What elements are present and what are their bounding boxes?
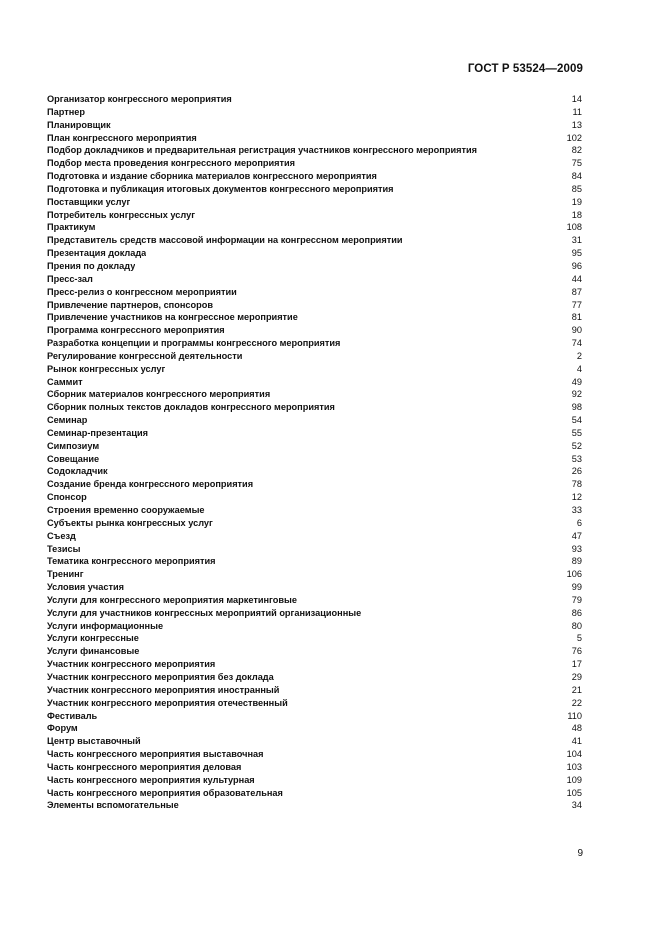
index-entry-page: 21 — [571, 684, 582, 695]
index-entry — [47, 722, 582, 735]
index-entry-term: Семинар — [47, 415, 88, 426]
index-entry-term: Сборник материалов конгрессного мероприятия — [47, 389, 271, 400]
index-entry-term: Тематика конгрессного мероприятия — [47, 556, 216, 567]
index-entry — [47, 761, 582, 774]
index-entry-term: Привлечение партнеров, спонсоров — [47, 299, 213, 310]
index-entry-page: 78 — [571, 479, 582, 490]
index-entry-page: 55 — [571, 427, 582, 438]
index-entry — [47, 299, 582, 312]
index-entry — [47, 799, 582, 812]
index-entry — [47, 478, 582, 491]
index-entry — [47, 273, 582, 286]
index-entry-page: 89 — [571, 556, 582, 567]
index-entry-page: 99 — [571, 582, 582, 593]
index-entry-page: 34 — [571, 800, 582, 811]
index-entry-page: 11 — [572, 106, 582, 117]
index-entry-term: Организатор конгрессного мероприятия — [47, 94, 232, 104]
index-entry-term: Подбор места проведения конгрессного мероприятия — [47, 158, 296, 169]
index-entry — [47, 427, 582, 440]
index-entry-term: Представитель средств массовой информации на конгрессном мероприятии — [47, 235, 403, 246]
index-entry-page: 52 — [571, 440, 582, 451]
index-entry-term: Услуги для участников конгрессных мероприятий организационные — [47, 607, 362, 618]
index-entry-page: 106 — [566, 569, 582, 580]
index-entry — [47, 581, 582, 594]
index-entry-term: Форум — [47, 723, 78, 734]
index-entry-term: Потребитель конгрессных услуг — [47, 209, 196, 220]
index-entry-term: Саммит — [47, 376, 83, 387]
index-entry — [47, 388, 582, 401]
index-entry-term: Центр выставочный — [47, 736, 141, 747]
index-entry-term: Семинар-презентация — [47, 427, 149, 438]
index-entry-page: 110 — [567, 710, 582, 721]
index-entry-term: Прения по докладу — [47, 260, 136, 271]
index-entry-page: 2 — [576, 350, 582, 361]
index-entry — [47, 697, 582, 710]
index-entry-term: Участник конгрессного мероприятия иностранный — [47, 684, 280, 695]
index-entry-page: 12 — [571, 492, 582, 503]
index-entry-page: 76 — [571, 646, 582, 657]
index-entry — [47, 363, 582, 376]
index-entry-page: 18 — [571, 209, 582, 220]
index-entry-term: План конгрессного мероприятия — [47, 132, 197, 143]
index-entry-page: 54 — [571, 415, 582, 426]
index-entry — [47, 196, 582, 209]
index-entry — [47, 671, 582, 684]
index-entry-term: Услуги информационные — [47, 620, 164, 631]
index-entry — [47, 414, 582, 427]
index-entry-page: 92 — [571, 389, 582, 400]
index-entry-page: 6 — [576, 517, 582, 528]
index-entry-term: Субъекты рынка конгрессных услуг — [47, 517, 213, 528]
index-entry — [47, 337, 582, 350]
index-entry-page: 22 — [571, 697, 582, 708]
index-entry-term: Часть конгрессного мероприятия культурная — [47, 774, 255, 785]
document-standard-code: ГОСТ Р 53524—2009 — [467, 63, 583, 75]
index-entry — [47, 157, 582, 170]
index-entry-page: 44 — [571, 273, 582, 284]
index-entry-term: Создание бренда конгрессного мероприятия — [47, 479, 254, 490]
index-entry-page: 84 — [571, 171, 582, 182]
index-entry — [47, 119, 582, 132]
index-entry-page: 95 — [571, 248, 582, 259]
index-entry — [47, 221, 582, 234]
index-entry-term: Часть конгрессного мероприятия образовательная — [47, 787, 283, 798]
index-entry-page: 102 — [566, 132, 582, 143]
index-entry-term: Подбор докладчиков и предварительная регистрация участников конгрессного мероприятия — [47, 145, 477, 156]
index-entry — [47, 504, 582, 517]
alphabetical-index — [47, 93, 582, 812]
index-entry-page: 74 — [571, 338, 582, 349]
index-entry — [47, 170, 582, 183]
index-entry-page: 14 — [571, 94, 582, 104]
index-entry-term: Услуги конгрессные — [47, 633, 139, 644]
index-entry-term: Участник конгрессного мероприятия без доклада — [47, 671, 274, 682]
index-entry — [47, 632, 582, 645]
index-entry-term: Практикум — [47, 222, 96, 233]
index-entry-term: Условия участия — [47, 582, 124, 593]
index-entry-page: 4 — [576, 363, 582, 374]
index-entry — [47, 183, 582, 196]
index-entry — [47, 684, 582, 697]
index-entry-page: 48 — [571, 723, 582, 734]
index-entry — [47, 234, 582, 247]
index-entry-page: 33 — [571, 505, 582, 515]
index-entry-page: 108 — [566, 222, 582, 233]
index-entry-page: 41 — [571, 736, 582, 747]
index-entry-page: 75 — [571, 158, 582, 169]
index-entry-page: 81 — [571, 312, 582, 323]
index-entry-page: 104 — [566, 749, 582, 760]
index-entry-page: 77 — [571, 299, 582, 310]
index-entry — [47, 710, 582, 723]
index-entry — [47, 324, 582, 337]
index-entry — [47, 286, 582, 299]
index-entry — [47, 645, 582, 658]
index-entry-page: 79 — [571, 594, 582, 605]
index-entry-term: Симпозиум — [47, 440, 100, 451]
index-entry-page: 29 — [571, 671, 582, 682]
index-entry — [47, 209, 582, 222]
index-entry-term: Спонсор — [47, 492, 87, 503]
index-entry-term: Услуги финансовые — [47, 646, 140, 657]
index-entry — [47, 376, 582, 389]
index-entry-page: 109 — [566, 774, 582, 785]
index-entry-term: Участник конгрессного мероприятия отечественный — [47, 697, 288, 708]
index-entry-page: 13 — [571, 119, 582, 130]
index-entry-term: Съезд — [47, 530, 76, 541]
index-entry — [47, 106, 582, 119]
index-entry — [47, 748, 582, 761]
index-entry-term: Содокладчик — [47, 466, 108, 477]
index-entry-term: Сборник полных текстов докладов конгрессного мероприятия — [47, 402, 335, 413]
index-entry — [47, 620, 582, 633]
index-entry-page: 26 — [571, 466, 582, 477]
index-entry-term: Строения временно сооружаемые — [47, 505, 205, 515]
index-entry-term: Привлечение участников на конгрессное мероприятие — [47, 312, 298, 323]
index-entry-page: 93 — [571, 543, 582, 554]
index-entry — [47, 453, 582, 466]
index-entry — [47, 787, 582, 800]
index-entry-term: Планировщик — [47, 119, 111, 130]
index-entry — [47, 607, 582, 620]
index-entry — [47, 530, 582, 543]
page-number: 9 — [577, 848, 583, 859]
index-entry-term: Услуги для конгрессного мероприятия маркетинговые — [47, 594, 297, 605]
index-entry-term: Поставщики услуг — [47, 196, 131, 207]
index-entry — [47, 543, 582, 556]
index-entry-term: Презентация доклада — [47, 248, 147, 259]
index-entry — [47, 350, 582, 363]
index-entry-term: Часть конгрессного мероприятия деловая — [47, 761, 242, 772]
index-entry-term: Тезисы — [47, 543, 81, 554]
index-entry-term: Регулирование конгрессной деятельности — [47, 350, 243, 361]
index-entry-page: 49 — [571, 376, 582, 387]
index-entry-term: Элементы вспомогательные — [47, 800, 179, 811]
index-entry — [47, 311, 582, 324]
index-entry-term: Рынок конгрессных услуг — [47, 363, 166, 374]
index-entry-term: Подготовка и публикация итоговых документов конгрессного мероприятия — [47, 183, 394, 194]
index-entry — [47, 774, 582, 787]
index-entry — [47, 440, 582, 453]
index-entry — [47, 568, 582, 581]
index-entry-page: 53 — [571, 453, 582, 464]
index-entry — [47, 260, 582, 273]
index-entry-term: Партнер — [47, 106, 85, 117]
index-entry-term: Пресс-зал — [47, 273, 93, 284]
index-entry-page: 86 — [571, 607, 582, 618]
index-entry-term: Часть конгрессного мероприятия выставочная — [47, 749, 264, 760]
index-entry — [47, 144, 582, 157]
index-entry-term: Фестиваль — [47, 710, 98, 721]
index-entry-page: 103 — [566, 761, 582, 772]
index-entry-term: Совещание — [47, 453, 100, 464]
index-entry-page: 19 — [571, 196, 582, 207]
index-entry-page: 82 — [571, 145, 582, 156]
index-entry-term: Подготовка и издание сборника материалов конгрессного мероприятия — [47, 171, 377, 182]
index-entry-page: 5 — [576, 633, 582, 644]
index-entry-page: 47 — [571, 530, 582, 541]
index-entry — [47, 517, 582, 530]
index-entry-term: Программа конгрессного мероприятия — [47, 325, 225, 336]
index-entry — [47, 594, 582, 607]
index-entry-page: 80 — [571, 620, 582, 631]
index-entry-page: 17 — [571, 659, 582, 670]
index-entry-page: 96 — [571, 260, 582, 271]
index-entry-page: 85 — [571, 183, 582, 194]
index-entry — [47, 132, 582, 145]
index-entry — [47, 465, 582, 478]
index-entry — [47, 93, 582, 106]
index-entry-term: Разработка концепции и программы конгрессного мероприятия — [47, 338, 341, 349]
index-entry — [47, 658, 582, 671]
index-entry — [47, 491, 582, 504]
index-entry-term: Участник конгрессного мероприятия — [47, 659, 216, 670]
index-entry — [47, 247, 582, 260]
index-entry-page: 87 — [571, 286, 582, 297]
index-entry-page: 31 — [571, 235, 582, 246]
index-entry-page: 90 — [571, 325, 582, 336]
index-entry-term: Тренинг — [47, 569, 84, 580]
index-entry-page: 105 — [566, 787, 582, 798]
index-entry-page: 98 — [571, 402, 582, 413]
index-entry — [47, 401, 582, 414]
index-entry — [47, 555, 582, 568]
index-entry-term: Пресс-релиз о конгрессном мероприятии — [47, 286, 237, 297]
index-entry — [47, 735, 582, 748]
